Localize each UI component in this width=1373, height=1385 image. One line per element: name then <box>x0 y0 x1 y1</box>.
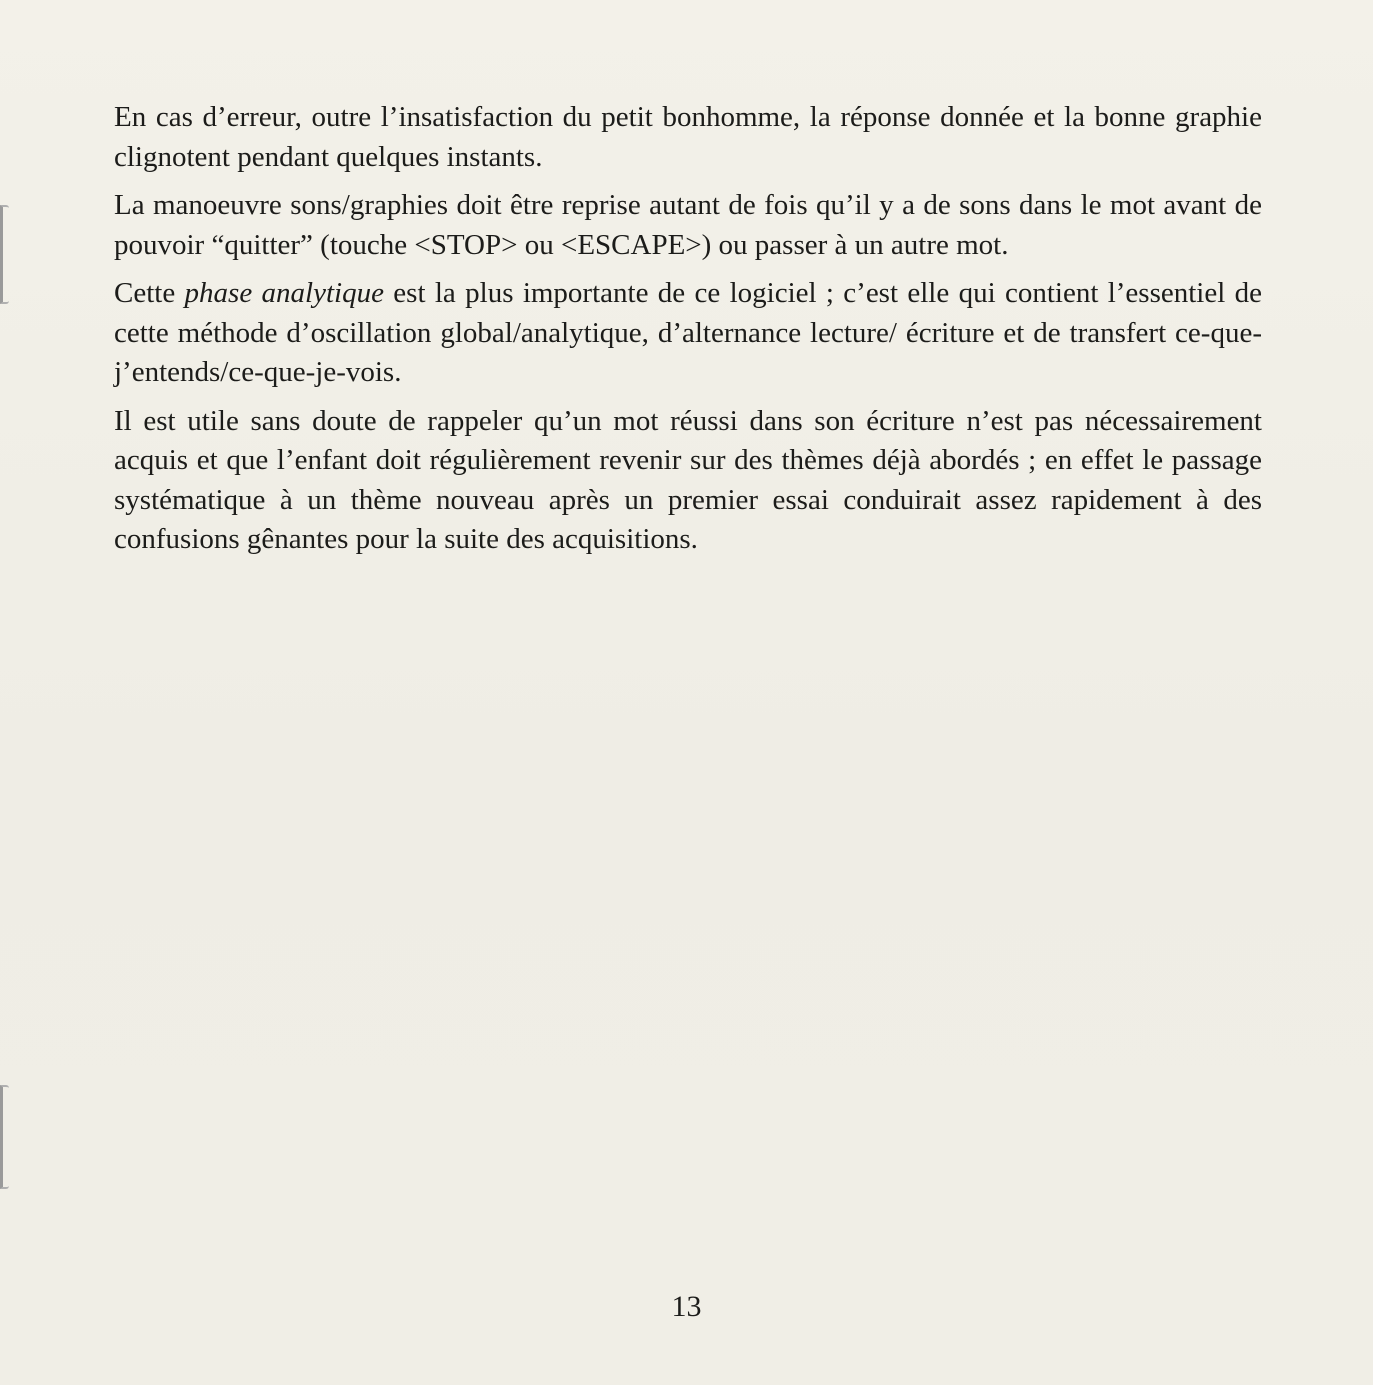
paragraph-acquisition-note <box>114 402 1262 560</box>
body-text <box>114 98 1262 569</box>
paragraph-4-text: Il est utile sans doute de rappeler qu’un mot réussi dans son écriture n’est pas nécessairement acquis et que l’enfant doit régulièrement revenir sur des thèmes déjà abordés ; en effet le passage systématique à un thème nouveau après un premier essai conduirait assez rapidement à des confusions gênantes pour la suite des acquisitions. <box>114 404 1262 555</box>
paragraph-error-feedback <box>114 98 1262 177</box>
paragraph-3-emphasis: phase analytique <box>184 277 384 309</box>
staple-bottom <box>0 1085 9 1189</box>
paragraph-sound-graphies <box>114 186 1262 265</box>
staple-top <box>0 205 9 304</box>
paragraph-3-before: Cette <box>114 277 185 309</box>
page-number: 13 <box>671 1290 702 1323</box>
paragraph-3-after: est la plus importante de ce logiciel ; c’est elle qui contient l’essentiel de cette méthode d’oscillation global/analytique, d’alternance lecture/ écriture et de transfert ce-que-j’entends/ce-que-je-vois. <box>114 277 1263 388</box>
paragraph-1-text: En cas d’erreur, outre l’insatisfaction du petit bonhomme, la réponse donnée et la bonne graphie clignotent pendant quelques instants. <box>114 101 1262 173</box>
paragraph-2-text: La manoeuvre sons/graphies doit être reprise autant de fois qu’il y a de sons dans le mot avant de pouvoir “quitter” (touche <STOP> ou <ESCAPE>) ou passer à un autre mot. <box>114 189 1262 261</box>
paragraph-analytic-phase <box>114 274 1262 393</box>
